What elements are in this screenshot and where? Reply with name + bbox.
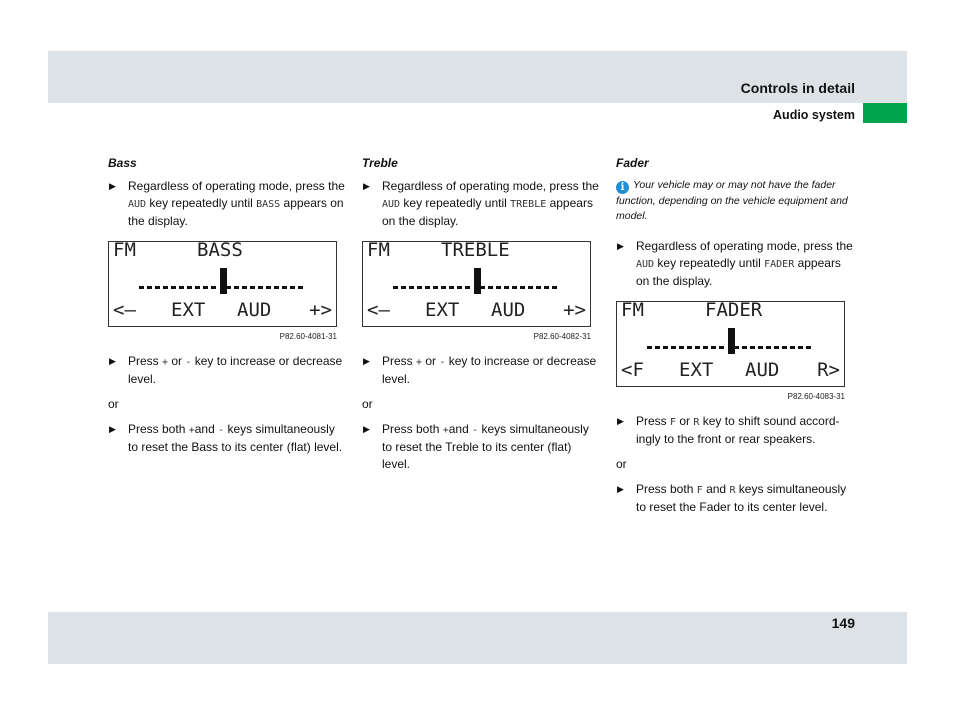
treble-step-2: ▶ Press + or - key to increase or decrease level. — [363, 354, 597, 386]
treble-step-1: ▶ Regardless of operating mode, press the AUD key repeatedly until TREBLE appears on the display. — [363, 179, 599, 228]
lcd-left-label: <F — [621, 359, 644, 381]
section-tab-marker — [863, 103, 907, 123]
lcd-aud-label: AUD — [237, 299, 272, 321]
lcd-aud-label: AUD — [491, 299, 526, 321]
lcd-mode: TREBLE — [441, 239, 510, 261]
bass-display-text: BASS — [256, 199, 281, 210]
treble-column — [362, 155, 602, 473]
lcd-right-label: +> — [563, 299, 586, 321]
bass-column — [108, 155, 348, 456]
fader-column — [616, 155, 856, 516]
fader-info-note: i Your vehicle may or may not have the fader function, depending on the vehicle equipment and model. — [616, 179, 848, 222]
aud-key: AUD — [382, 199, 401, 210]
lcd-level-bar — [139, 276, 306, 286]
bullet-arrow-icon: ▶ — [617, 484, 624, 494]
aud-key: AUD — [636, 259, 655, 270]
bullet-arrow-icon: ▶ — [617, 241, 624, 251]
lcd-band: FM — [367, 239, 390, 261]
bullet-arrow-icon: ▶ — [109, 181, 116, 191]
bullet-arrow-icon: ▶ — [363, 424, 370, 434]
or-separator: or — [108, 397, 119, 411]
fader-heading: Fader — [616, 156, 649, 170]
bass-step-3: ▶ Press both +and - keys simultaneously to reset the Bass to its center (flat) level. — [109, 422, 343, 454]
info-icon: i — [616, 181, 629, 194]
bullet-arrow-icon: ▶ — [363, 356, 370, 366]
lcd-level-bar — [393, 276, 560, 286]
treble-lcd-display — [362, 241, 591, 327]
or-separator: or — [362, 397, 373, 411]
lcd-right-label: +> — [309, 299, 332, 321]
bass-heading: Bass — [108, 156, 137, 170]
lcd-band: FM — [113, 239, 136, 261]
lcd-left-label: <– — [367, 299, 390, 321]
figure-reference: P82.60-4081-31 — [279, 332, 337, 341]
fader-step-1: ▶ Regardless of operating mode, press the AUD key repeatedly until FADER appears on the display. — [617, 239, 853, 288]
or-separator: or — [616, 457, 627, 471]
lcd-left-label: <– — [113, 299, 136, 321]
figure-reference: P82.60-4082-31 — [533, 332, 591, 341]
aud-key: AUD — [128, 199, 147, 210]
figure-reference: P82.60-4083-31 — [787, 392, 845, 401]
fader-step-2: ▶ Press F or R key to shift sound accord-ingly to the front or rear speakers. — [617, 414, 840, 446]
section-title: Controls in detail — [740, 80, 855, 96]
section-subtitle: Audio system — [773, 108, 855, 122]
bass-step-1: ▶ Regardless of operating mode, press the AUD key repeatedly until BASS appears on the display. — [109, 179, 345, 228]
footer-band — [48, 612, 907, 664]
lcd-center-marker — [474, 268, 481, 294]
page-number: 149 — [831, 615, 855, 631]
lcd-ext-label: EXT — [425, 299, 460, 321]
lcd-level-bar — [647, 336, 814, 346]
bullet-arrow-icon: ▶ — [363, 181, 370, 191]
treble-heading: Treble — [362, 156, 398, 170]
bullet-arrow-icon: ▶ — [109, 356, 116, 366]
bullet-arrow-icon: ▶ — [109, 424, 116, 434]
lcd-aud-label: AUD — [745, 359, 780, 381]
lcd-ext-label: EXT — [679, 359, 714, 381]
treble-display-text: TREBLE — [510, 199, 547, 210]
fader-lcd-display — [616, 301, 845, 387]
fader-step-3: ▶ Press both F and R keys simultaneously to reset the Fader to its center level. — [617, 482, 847, 514]
lcd-center-marker — [728, 328, 735, 354]
bass-step-2: ▶ Press + or - key to increase or decrease level. — [109, 354, 343, 386]
lcd-center-marker — [220, 268, 227, 294]
lcd-ext-label: EXT — [171, 299, 206, 321]
bullet-arrow-icon: ▶ — [617, 416, 624, 426]
bass-lcd-display — [108, 241, 337, 327]
lcd-mode: FADER — [705, 299, 763, 321]
lcd-right-label: R> — [817, 359, 840, 381]
lcd-band: FM — [621, 299, 644, 321]
lcd-mode: BASS — [197, 239, 243, 261]
fader-display-text: FADER — [764, 259, 795, 270]
treble-step-3: ▶ Press both +and - keys simultaneously to reset the Treble to its center (flat) level. — [363, 422, 589, 471]
